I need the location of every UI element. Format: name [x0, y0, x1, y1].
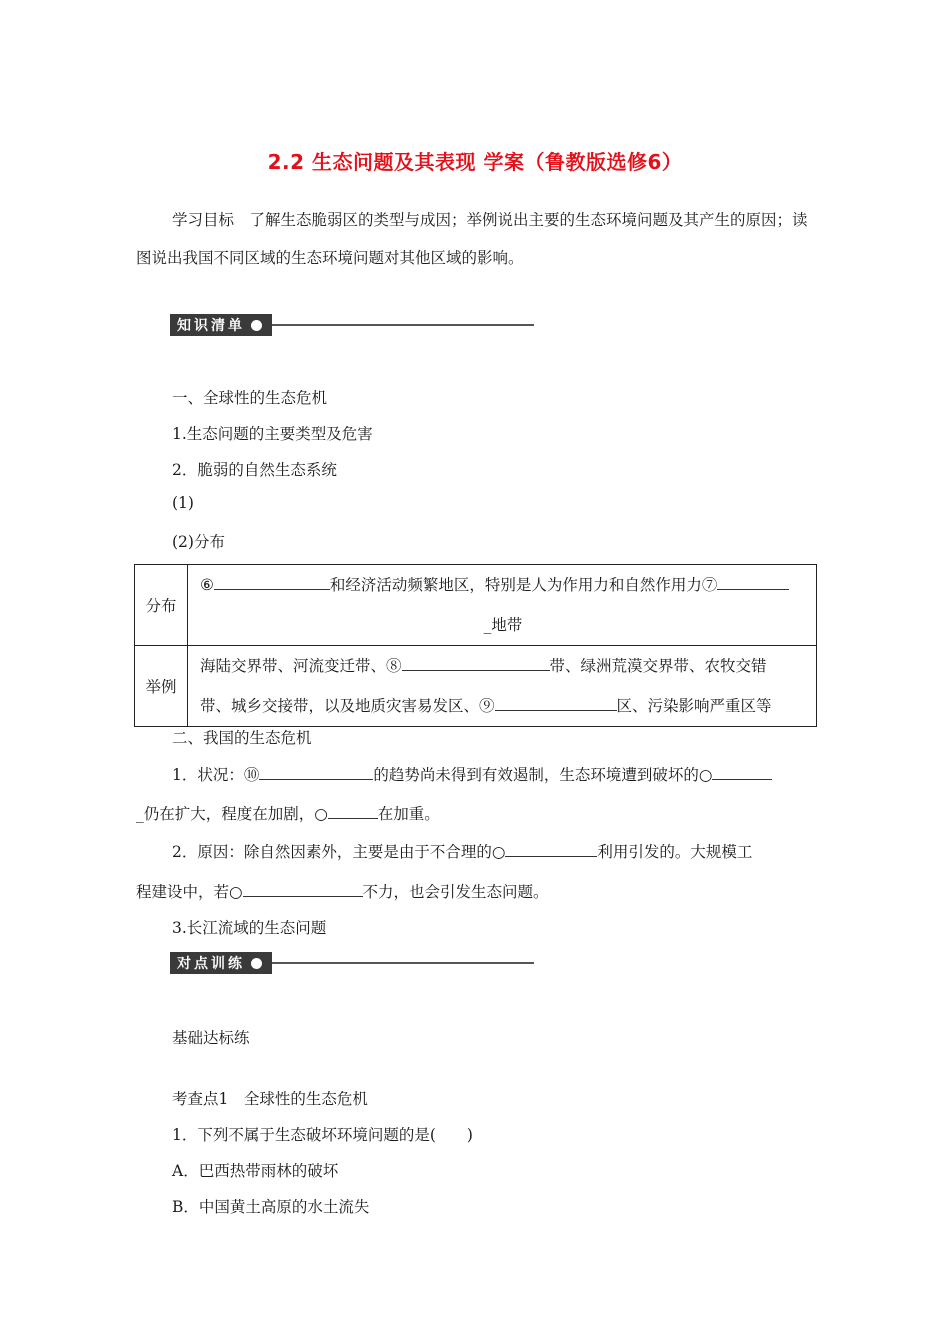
answer-option[interactable]: A．巴西热带雨林的破坏 [172, 1162, 339, 1180]
answer-blank[interactable] [214, 573, 330, 590]
answer-blank[interactable] [717, 573, 789, 590]
list-item-continued: _仍在扩大，程度在加剧，○ 在加重。 [136, 802, 440, 824]
banner-label: 知识清单 [177, 318, 245, 334]
answer-blank[interactable] [402, 654, 550, 671]
list-item: 1．状况：⑩ 的趋势尚未得到有效遏制，生态环境遭到破坏的○ [172, 763, 772, 785]
answer-blank[interactable] [243, 880, 363, 897]
list-item: 3.长江流域的生态问题 [172, 919, 327, 937]
practice-heading: 基础达标练 [172, 1029, 250, 1047]
bullet-dot-icon [251, 958, 262, 969]
answer-blank[interactable] [495, 694, 617, 711]
banner-label: 对点训练 [177, 956, 245, 972]
list-item-continued: 程建设中，若○ 不力，也会引发生态问题。 [136, 880, 549, 902]
distribution-table [134, 564, 817, 727]
table-header-cell: 举例 [135, 646, 188, 727]
learning-objective: 学习目标 了解生态脆弱区的类型与成因；举例说出主要的生态环境问题及其产生的原因；读图说出我国不同区域的生态环境问题对其他区域的影响。 [136, 211, 808, 267]
answer-blank[interactable] [505, 840, 597, 857]
table-cell: ⑥ 和经济活动频繁地区，特别是人为作用力和自然作用力⑦ _地带 [188, 565, 817, 646]
section-banner-knowledge [170, 314, 534, 336]
topic-heading: 考查点1 全球性的生态危机 [172, 1090, 368, 1108]
answer-blank[interactable] [328, 802, 378, 819]
section-banner-practice [170, 952, 534, 974]
answer-option[interactable]: B．中国黄土高原的水土流失 [172, 1198, 370, 1216]
list-item: 2．原因：除自然因素外，主要是由于不合理的○ 利用引发的。大规模工 [172, 840, 752, 862]
divider [272, 962, 534, 964]
answer-blank[interactable] [712, 763, 772, 780]
table-row [135, 565, 817, 646]
question: 1．下列不属于生态破坏环境问题的是( ) [172, 1126, 473, 1144]
table-cell: 海陆交界带、河流变迁带、⑧ 带、绿洲荒漠交界带、农牧交错 带、城乡交接带，以及地质灾害易发区、⑨ 区、污染影响严重区等 [188, 646, 817, 727]
divider [272, 324, 534, 326]
page-title: 2.2 生态问题及其表现 学案（鲁教版选修6） [267, 150, 683, 174]
table-row [135, 646, 817, 727]
table-header-cell: 分布 [135, 565, 188, 646]
bullet-dot-icon [251, 320, 262, 331]
section-heading: 二、我国的生态危机 [172, 729, 312, 747]
answer-blank[interactable] [259, 763, 373, 780]
list-item: 1.生态问题的主要类型及危害 [172, 425, 373, 443]
list-item: (1) [172, 494, 194, 512]
section-heading: 一、全球性的生态危机 [172, 389, 328, 407]
list-item: 2．脆弱的自然生态系统 [172, 461, 337, 479]
list-item: (2)分布 [172, 533, 225, 551]
